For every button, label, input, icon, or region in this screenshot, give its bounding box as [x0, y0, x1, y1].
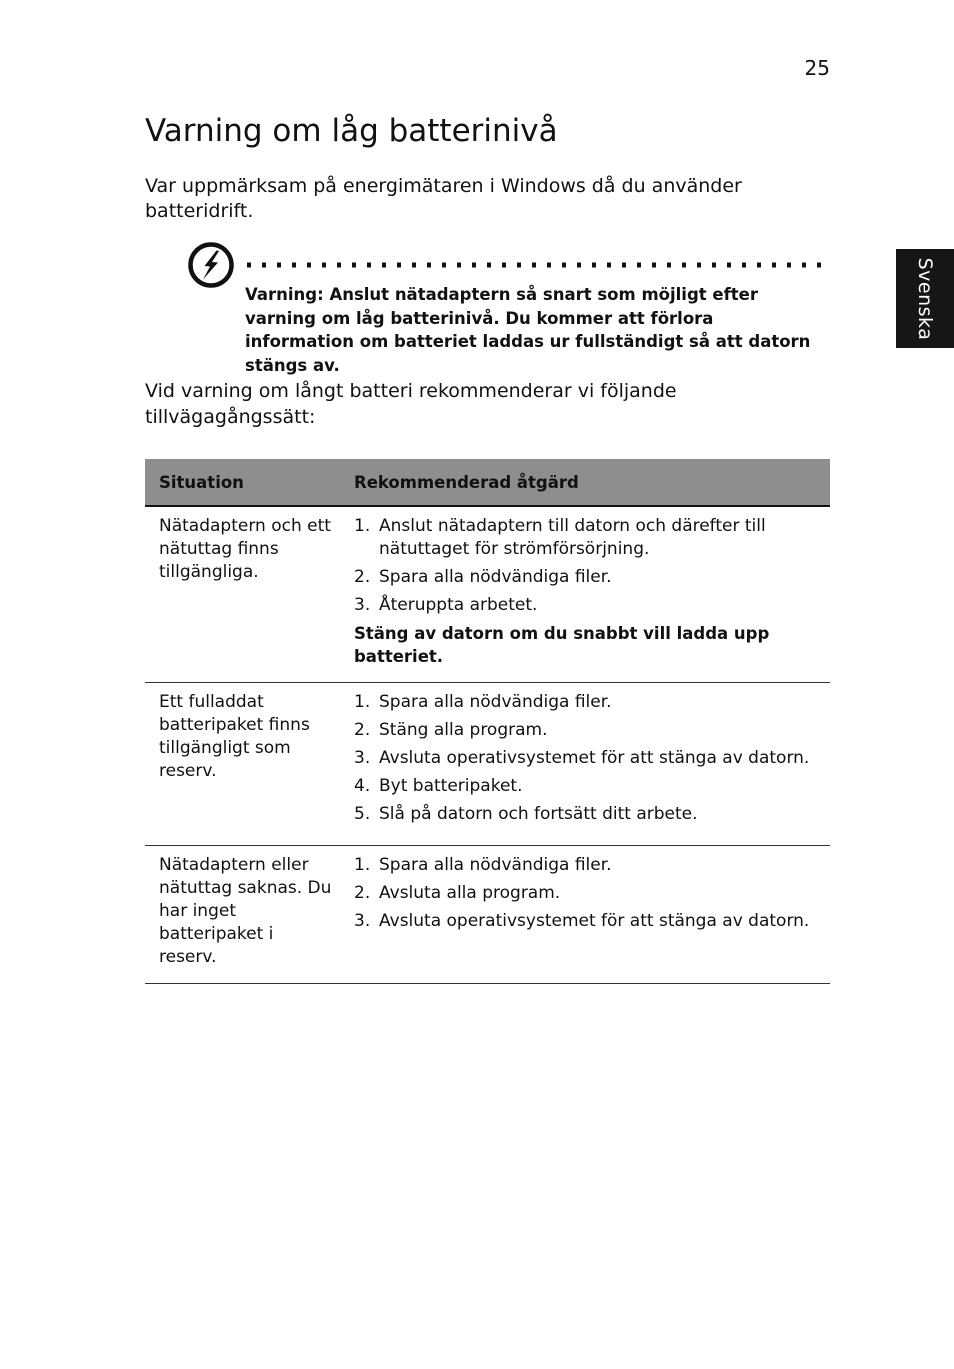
- recommendation-table: [145, 459, 830, 984]
- table-row: [145, 683, 830, 846]
- step-text: Avsluta operativsystemet för att stänga av datorn.: [379, 911, 810, 931]
- actions-cell: [340, 683, 830, 846]
- lead-paragraph: Vid varning om långt batteri rekommenderar vi följande tillvägagångssätt:: [145, 380, 677, 428]
- step-number: 5.: [354, 804, 371, 824]
- list-item: [354, 594, 822, 617]
- step-number: 1.: [354, 692, 371, 712]
- step-text: Byt batteripaket.: [379, 776, 523, 796]
- language-tab: [896, 249, 954, 348]
- actions-cell: [340, 846, 830, 984]
- steps-list: [354, 515, 822, 617]
- step-number: 2.: [354, 567, 371, 587]
- list-item: [354, 719, 822, 742]
- list-item: [354, 910, 822, 933]
- page-title: Varning om låg batterinivå: [145, 113, 558, 149]
- step-number: 2.: [354, 883, 371, 903]
- table-header-row: [145, 459, 830, 506]
- step-number: 1.: [354, 516, 371, 536]
- page-number: 25: [804, 56, 830, 80]
- warning-divider: [245, 262, 832, 268]
- step-number: 2.: [354, 720, 371, 740]
- situation-cell: Nätadaptern och ett nätuttag finns tillgängliga.: [145, 506, 340, 683]
- intro-paragraph: Var uppmärksam på energimätaren i Windows då du använder batteridrift.: [145, 175, 742, 222]
- list-item: [354, 515, 822, 561]
- step-text: Spara alla nödvändiga filer.: [379, 692, 612, 712]
- table-row: [145, 846, 830, 984]
- step-text: Anslut nätadaptern till datorn och därefter till nätuttaget för strömförsörjning.: [379, 516, 766, 559]
- step-number: 4.: [354, 776, 371, 796]
- actions-cell: [340, 506, 830, 683]
- lightning-warning-icon: [187, 241, 235, 289]
- step-text: Stäng alla program.: [379, 720, 548, 740]
- action-note: Stäng av datorn om du snabbt vill ladda upp batteriet.: [354, 624, 770, 666]
- list-item: [354, 882, 822, 905]
- step-text: Avsluta operativsystemet för att stänga av datorn.: [379, 748, 810, 768]
- step-number: 3.: [354, 595, 371, 615]
- list-item: [354, 747, 822, 770]
- situation-cell: Nätadaptern eller nätuttag saknas. Du har inget batteripaket i reserv.: [145, 846, 340, 984]
- header-situation: Situation: [145, 459, 340, 506]
- language-tab-label: Svenska: [914, 257, 936, 340]
- step-text: Slå på datorn och fortsätt ditt arbete.: [379, 804, 698, 824]
- step-text: Avsluta alla program.: [379, 883, 561, 903]
- step-text: Spara alla nödvändiga filer.: [379, 567, 612, 587]
- step-number: 1.: [354, 855, 371, 875]
- step-text: Återuppta arbetet.: [379, 595, 538, 615]
- list-item: [354, 775, 822, 798]
- step-text: Spara alla nödvändiga filer.: [379, 855, 612, 875]
- list-item: [354, 566, 822, 589]
- steps-list: [354, 854, 822, 933]
- header-action: Rekommenderad åtgärd: [340, 459, 830, 506]
- step-number: 3.: [354, 748, 371, 768]
- list-item: [354, 803, 822, 826]
- list-item: [354, 691, 822, 714]
- situation-cell: Ett fulladdat batteripaket finns tillgängligt som reserv.: [145, 683, 340, 846]
- warning-text: Varning: Anslut nätadaptern så snart som möjligt efter varning om låg batterinivå. Du kommer att förlora information om batteriet laddas ur fullständigt så att datorn stängs av.: [245, 285, 811, 375]
- table-row: [145, 506, 830, 683]
- list-item: [354, 854, 822, 877]
- steps-list: [354, 691, 822, 826]
- step-number: 3.: [354, 911, 371, 931]
